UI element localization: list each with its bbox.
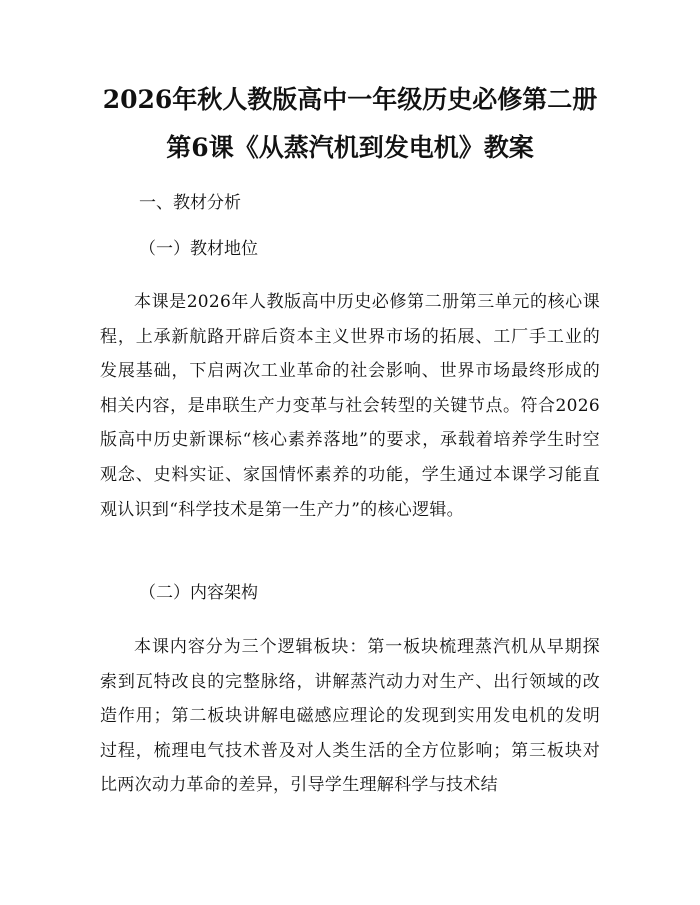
paragraph-textbook-position: 本课是2026年人教版高中历史必修第二册第三单元的核心课程，上承新航路开辟后资本主义世界市场的拓展、工厂手工业的发展基础，下启两次工业革命的社会影响、世界市场最终形成的相关内容，是串联生产力变革与社会转型的关键节点。符合2026版高中历史新课标“核心素养落地”的要求，承载着培养学生时空观念、史料实证、家国情怀素养的功能，学生通过本课学习能直观认识到“科学技术是第一生产力”的核心逻辑。 [100,292,600,520]
document-title-line1: 2026年秋人教版高中一年级历史必修第二册 [102,85,598,114]
subsection-heading-textbook-position: （一）教材地位 [139,239,258,259]
section-heading-textbook-analysis: 一、教材分析 [139,193,241,213]
subsection-heading-content-structure: （二）内容架构 [139,583,258,603]
document-title-line2: 第6课《从蒸汽机到发电机》教案 [166,133,534,162]
paragraph-content-structure: 本课内容分为三个逻辑板块：第一板块梳理蒸汽机从早期探索到瓦特改良的完整脉络，讲解蒸汽动力对生产、出行领域的改造作用；第二板块讲解电磁感应理论的发现到实用发电机的发明过程，梳理电气技术普及对人类生活的全方位影响；第三板块对比两次动力革命的差异，引导学生理解科学与技术结 [100,637,600,796]
